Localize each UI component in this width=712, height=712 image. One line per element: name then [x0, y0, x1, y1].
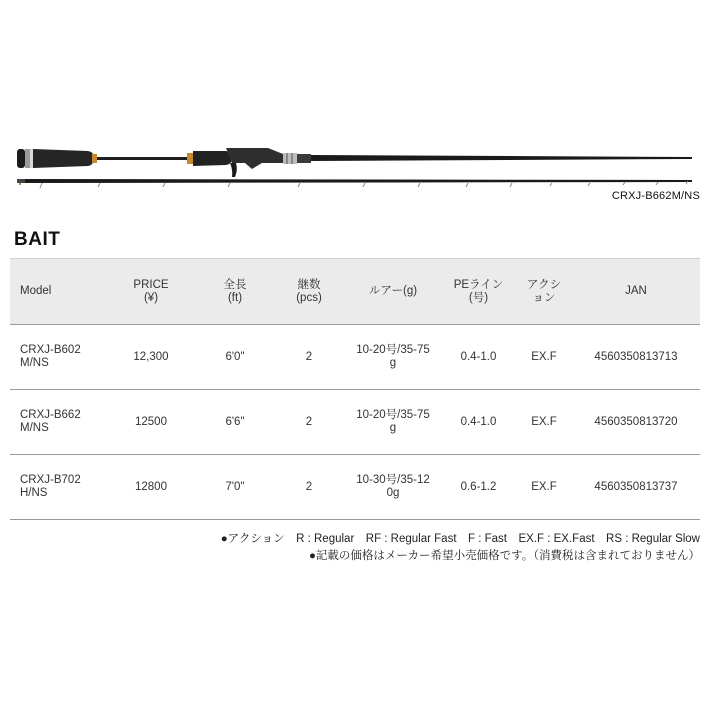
- rod-tip-section: [17, 179, 692, 188]
- cell-action: EX.F: [531, 480, 557, 493]
- cell-pieces: 2: [305, 350, 313, 363]
- cell-lure: 10-20号/35-75g: [356, 409, 430, 434]
- header-price: PRICE (¥): [133, 278, 169, 304]
- cell-model: CRXJ-B602M/NS: [20, 344, 81, 369]
- cell-pe-line: 0.4-1.0: [460, 350, 497, 363]
- rod-image-caption: CRXJ-B662M/NS: [611, 190, 700, 202]
- spec-table: [10, 258, 700, 520]
- cell-price: 12500: [135, 415, 167, 428]
- cell-jan: 4560350813737: [594, 480, 678, 493]
- cell-lure: 10-20号/35-75g: [356, 344, 430, 369]
- header-pe-line: PEライン (号): [453, 278, 504, 304]
- cell-price: 12,300: [133, 350, 169, 363]
- cell-pe-line: 0.4-1.0: [460, 415, 497, 428]
- footnotes: [221, 531, 700, 565]
- table-header-row: [10, 259, 700, 325]
- section-title: BAIT: [14, 229, 61, 250]
- cell-pieces: 2: [305, 415, 313, 428]
- cell-jan: 4560350813713: [594, 350, 678, 363]
- cell-price: 12800: [135, 480, 167, 493]
- cell-action: EX.F: [531, 350, 557, 363]
- header-jan: JAN: [625, 285, 647, 297]
- cell-action: EX.F: [531, 415, 557, 428]
- price-note: ●記載の価格はメーカー希望小売価格です。（消費税は含まれておりません）: [308, 550, 700, 562]
- table-row: [10, 455, 700, 520]
- cell-pe-line: 0.6-1.2: [460, 480, 497, 493]
- cell-length: 6'0": [225, 350, 245, 363]
- table-row: [10, 390, 700, 455]
- header-lure: ルアー(g): [368, 285, 418, 297]
- header-pieces: 継数 (pcs): [296, 278, 322, 304]
- cell-length: 7'0": [225, 480, 245, 493]
- header-model: Model: [20, 285, 52, 297]
- cell-jan: 4560350813720: [594, 415, 678, 428]
- cell-lure: 10-30号/35-120g: [356, 474, 430, 499]
- rod-butt-section: [17, 148, 692, 177]
- header-length: 全長 (ft): [223, 278, 247, 304]
- cell-model: CRXJ-B662M/NS: [20, 409, 81, 434]
- cell-model: CRXJ-B702H/NS: [20, 474, 81, 499]
- header-action: アクション: [526, 278, 562, 304]
- cell-pieces: 2: [305, 480, 313, 493]
- table-row: [10, 325, 700, 390]
- action-legend-note: ●アクション R : Regular RF : Regular Fast F : Fast EX.F : EX.Fast RS : Regular Slow: [220, 533, 700, 545]
- cell-length: 6'6": [225, 415, 245, 428]
